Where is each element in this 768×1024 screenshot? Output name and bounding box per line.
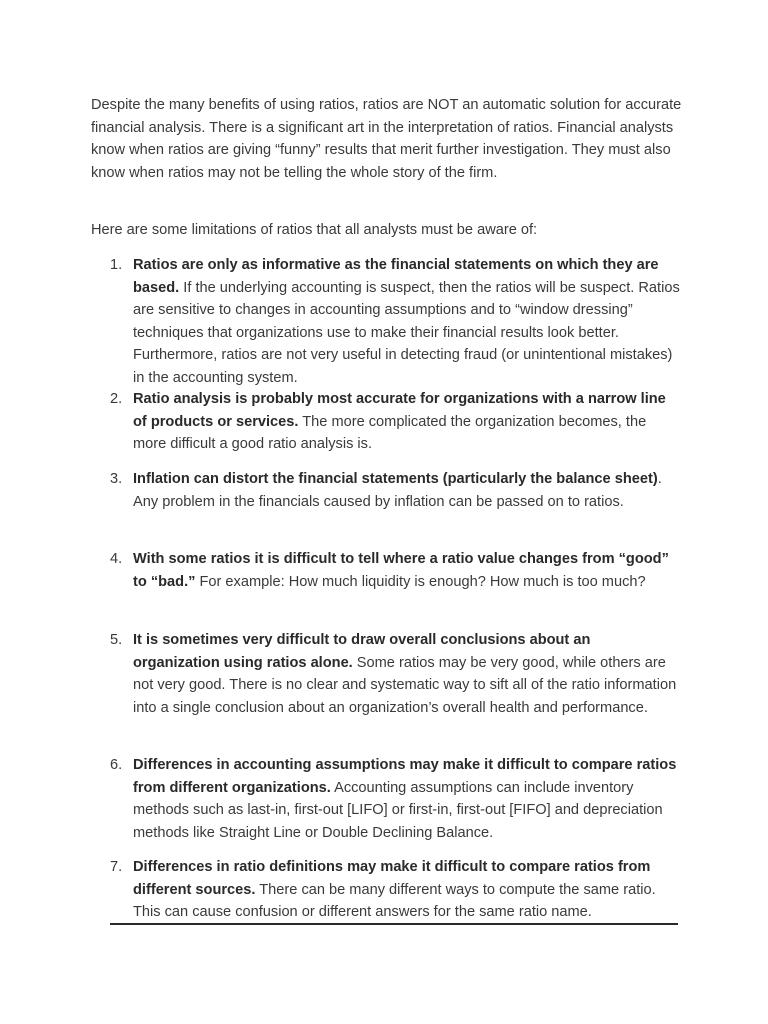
list-item-number: 1. <box>110 257 123 273</box>
list-item-heading: Differences in accounting assumptions may make it difficult to compare ratios from different organizations. <box>133 757 677 796</box>
list-item-number: 2. <box>110 391 123 407</box>
list-item <box>110 856 680 924</box>
list-item-heading: It is sometimes very difficult to draw overall conclusions about an organization using ratios alone. <box>133 632 591 671</box>
list-item <box>110 254 680 389</box>
lead-in-paragraph: Here are some limitations of ratios that all analysts must be aware of: <box>91 222 538 238</box>
list-item-body <box>133 548 680 593</box>
list-item-number: 3. <box>110 471 123 487</box>
list-item-heading: Inflation can distort the financial statements (particularly the balance sheet) <box>133 471 658 487</box>
list-item-body <box>133 254 680 389</box>
list-item-heading: Ratio analysis is probably most accurate for organizations with a narrow line of products or services. <box>133 391 666 430</box>
list-item-body <box>133 468 680 513</box>
list-item-heading: Ratios are only as informative as the financial statements on which they are based. <box>133 257 659 296</box>
list-item-body <box>133 629 680 719</box>
list-item-text: Some ratios may be very good, while others are not very good. There is no clear and systematic way to sift all of the ratio information into a single conclusion about an organization’s overall health and performance. <box>133 654 677 716</box>
list-item-number: 7. <box>110 859 123 875</box>
list-item <box>110 629 680 719</box>
list-item-body <box>133 856 680 924</box>
list-item-text: There can be many different ways to compute the same ratio. This can cause confusion or different answers for the same ratio name. <box>133 881 656 920</box>
list-item-text: The more complicated the organization becomes, the more difficult a good ratio analysis is. <box>133 413 647 452</box>
list-item-heading: With some ratios it is difficult to tell where a ratio value changes from “good” to “bad.” <box>133 551 669 590</box>
list-item-number: 6. <box>110 757 123 773</box>
list-item-text: For example: How much liquidity is enough? How much is too much? <box>195 573 646 590</box>
list-item-body <box>133 754 680 844</box>
list-item <box>110 754 680 844</box>
list-item-heading: Differences in ratio definitions may make it difficult to compare ratios from different sources. <box>133 859 651 898</box>
list-item <box>110 548 680 593</box>
list-item-number: 5. <box>110 632 123 648</box>
list-item-text: Accounting assumptions can include inventory methods such as last-in, first-out [LIFO] or first-in, first-out [FIFO] and depreciation methods like Straight Line or Double Declining Balance. <box>133 779 663 841</box>
list-item-body <box>133 388 680 456</box>
list-item-text: . Any problem in the financials caused by inflation can be passed on to ratios. <box>133 471 662 510</box>
list-item <box>110 468 680 513</box>
list-item <box>110 388 680 456</box>
list-item-number: 4. <box>110 551 123 567</box>
list-item-text: If the underlying accounting is suspect, then the ratios will be suspect. Ratios are sensitive to changes in accounting assumptions and to “window dressing” techniques that organizations use to make their financial results look better. Furthermore, ratios are not very useful in detecting fraud (or unintentional mistakes) in the accounting system. <box>133 279 680 386</box>
horizontal-rule <box>110 923 678 925</box>
intro-paragraph: Despite the many benefits of using ratios, ratios are NOT an automatic solution for accurate financial analysis. There is a significant art in the interpretation of ratios. Financial analysts know when ratios are giving “funny” results that merit further investigation. They must also know when ratios may not be telling the whole story of the firm. <box>91 97 682 181</box>
